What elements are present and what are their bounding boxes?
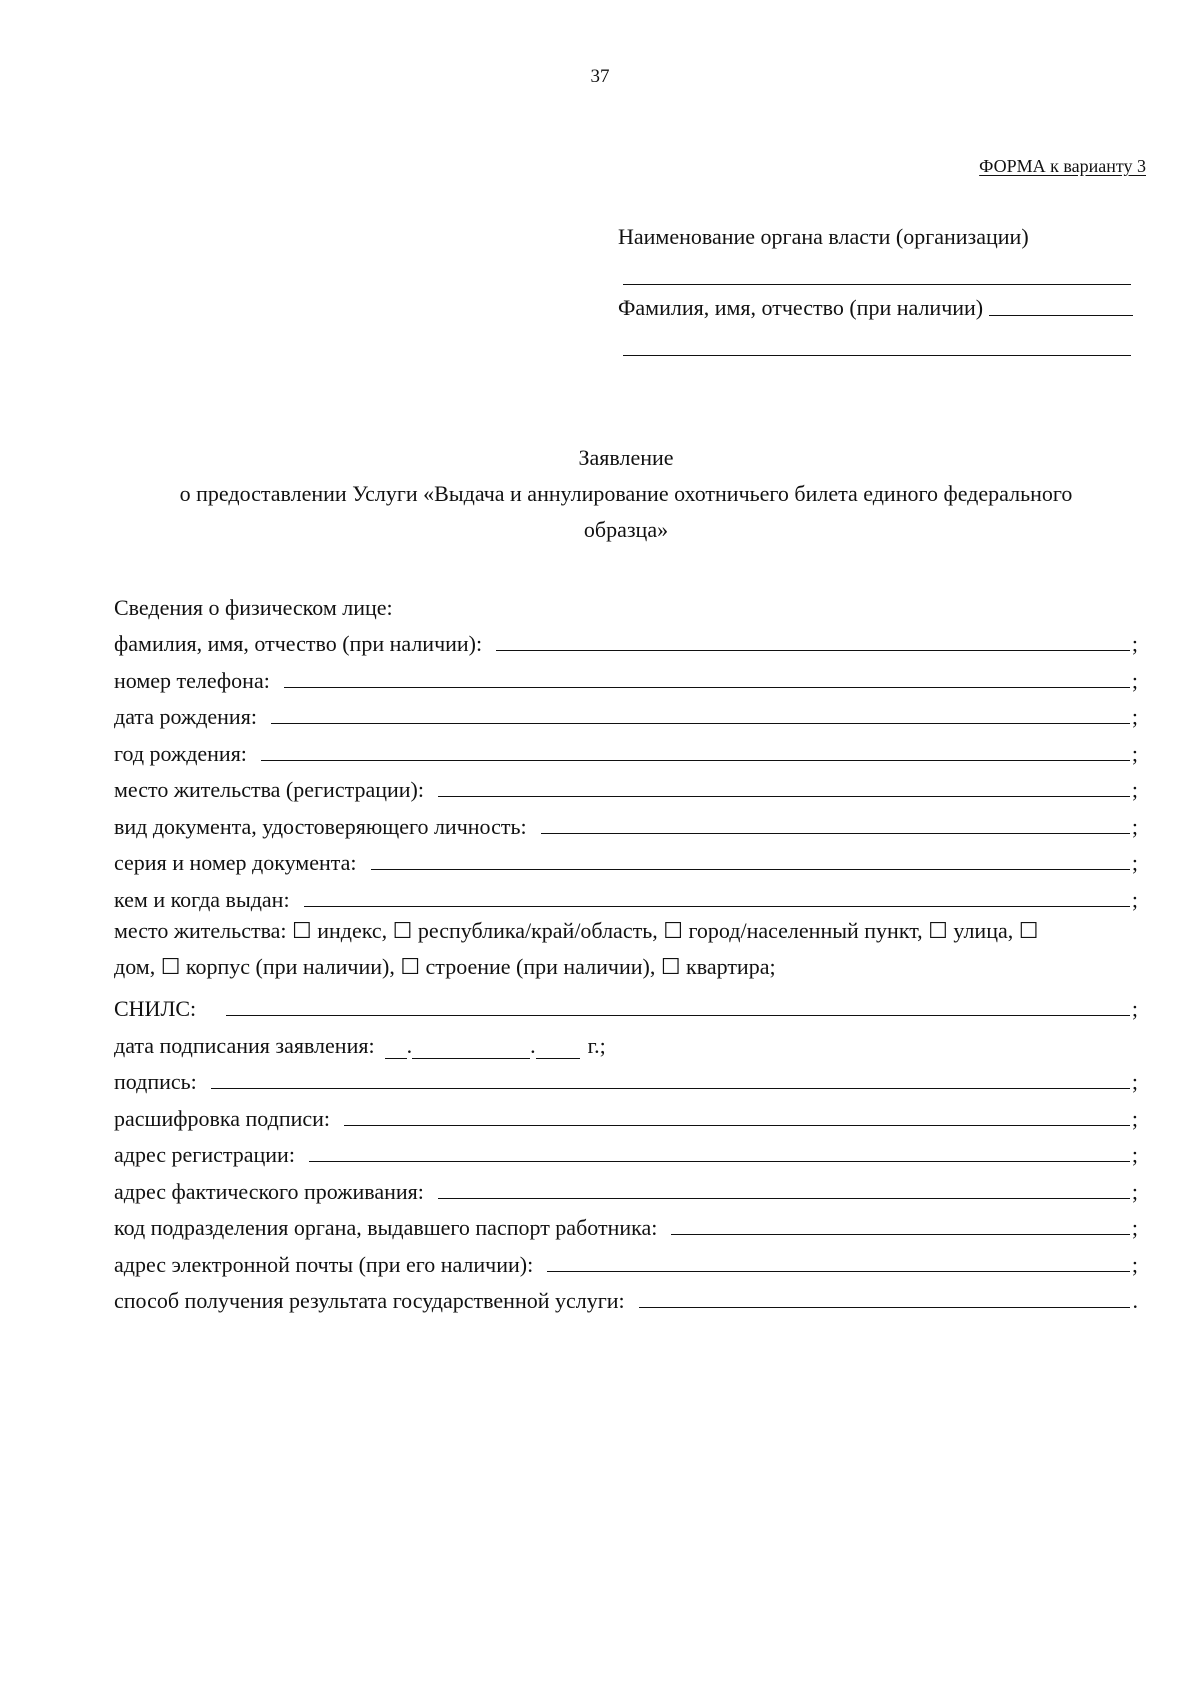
field-row-residence-registration [114, 767, 1138, 804]
field-label: расшифровка подписи: [114, 1105, 331, 1131]
year-suffix: г.; [587, 1032, 606, 1058]
field-row-passport-office-code [114, 1205, 1138, 1242]
field-label: фамилия, имя, отчество (при наличии): [114, 631, 483, 656]
field-label: год рождения: [114, 740, 247, 766]
field-label: код подразделения органа, выдавшего паспорт работника: [114, 1215, 658, 1240]
field-label: адрес электронной почты (при его наличии): [114, 1251, 534, 1277]
field-terminator: . [1132, 1288, 1138, 1313]
document-number-input[interactable] [371, 869, 1130, 870]
field-label: серия и номер документа: [114, 850, 357, 875]
form-variant-label: ФОРМА к варианту 3 [979, 156, 1146, 176]
field-row-registration-address [114, 1132, 1138, 1169]
document-subtitle-line-2: образца» [583, 517, 669, 542]
field-row-email [114, 1241, 1138, 1278]
field-label: кем и когда выдан: [114, 886, 290, 912]
passport-office-code-input[interactable] [671, 1234, 1130, 1235]
field-row-result-delivery-method [114, 1278, 1138, 1315]
fio-input[interactable] [496, 650, 1130, 651]
field-terminator: ; [1131, 996, 1138, 1021]
field-terminator: ; [1131, 1178, 1138, 1204]
field-terminator: ; [1131, 1251, 1138, 1277]
field-terminator: ; [1131, 850, 1138, 875]
field-terminator: ; [1131, 704, 1138, 729]
field-terminator: ; [1131, 631, 1138, 656]
actual-address-input[interactable] [438, 1198, 1130, 1199]
id-document-type-input[interactable] [541, 833, 1130, 834]
field-label: вид документа, удостоверяющего личность: [114, 813, 527, 839]
field-row-snils [114, 986, 1138, 1023]
field-label: способ получения результата государственной услуги: [114, 1288, 625, 1313]
signing-month-input[interactable] [412, 1036, 530, 1059]
applicant-fio-field[interactable] [989, 315, 1133, 316]
date-separator: . [530, 1032, 536, 1058]
signing-year-input[interactable] [536, 1036, 580, 1059]
section-title-row [114, 584, 1138, 621]
date-separator: . [406, 1032, 413, 1058]
field-terminator: ; [1131, 1105, 1138, 1131]
field-label: место жительства (регистрации): [114, 777, 424, 802]
signature-input[interactable] [211, 1088, 1130, 1089]
applicant-fio-row [618, 285, 1133, 321]
snils-input[interactable] [226, 1015, 1130, 1016]
issued-by-input[interactable] [304, 906, 1130, 907]
organ-name-label: Наименование органа власти (организации) [618, 224, 1029, 249]
document-heading [114, 440, 1138, 548]
registration-address-input[interactable] [309, 1161, 1130, 1162]
field-terminator: ; [1131, 777, 1138, 802]
result-delivery-method-input[interactable] [639, 1307, 1130, 1308]
field-row-birth-date [114, 694, 1138, 731]
applicant-fio-label: Фамилия, имя, отчество (при наличии) [618, 295, 984, 320]
residence-checkbox-line-2[interactable]: дом, ☐ корпус (при наличии), ☐ строение (при наличии), ☐ квартира; [114, 954, 776, 979]
residence-registration-input[interactable] [438, 796, 1130, 797]
field-label: дата подписания заявления: [114, 1032, 375, 1058]
field-terminator: ; [1131, 886, 1138, 912]
field-label: дата рождения: [114, 704, 257, 729]
field-label: подпись: [114, 1069, 197, 1094]
section-title: Сведения о физическом лице: [114, 594, 393, 620]
organ-name-field[interactable] [623, 250, 1131, 285]
field-row-actual-address [114, 1168, 1138, 1205]
field-row-signature [114, 1059, 1138, 1096]
residence-checkbox-line-1[interactable]: место жительства: ☐ индекс, ☐ республика/край/область, ☐ город/населенный пункт, ☐ улица, ☐ [114, 917, 1039, 943]
page-number: 37 [590, 66, 610, 87]
field-terminator: ; [1131, 667, 1138, 693]
phone-input[interactable] [284, 687, 1130, 688]
field-label: адрес регистрации: [114, 1142, 295, 1167]
field-row-document-number [114, 840, 1138, 877]
addressee-block [618, 214, 1133, 356]
field-terminator: ; [1131, 1142, 1138, 1167]
field-terminator: ; [1131, 1069, 1138, 1094]
field-row-id-document-type [114, 803, 1138, 840]
email-input[interactable] [547, 1271, 1130, 1272]
field-row-signature-decoding [114, 1095, 1138, 1132]
document-subtitle-line-1: о предоставлении Услуги «Выдача и аннулирование охотничьего билета единого федерального [179, 481, 1073, 506]
field-label: адрес фактического проживания: [114, 1178, 424, 1204]
field-terminator: ; [1131, 1215, 1138, 1240]
field-label: номер телефона: [114, 667, 270, 693]
applicant-fio-field-continued[interactable] [623, 321, 1131, 356]
field-row-birth-year [114, 730, 1138, 767]
birth-year-input[interactable] [261, 760, 1130, 761]
field-terminator: ; [1131, 740, 1138, 766]
field-label: СНИЛС: [114, 996, 197, 1021]
field-row-signing-date [114, 1022, 1138, 1059]
document-title: Заявление [578, 445, 674, 470]
birth-date-input[interactable] [271, 723, 1130, 724]
signature-decoding-input[interactable] [344, 1125, 1130, 1126]
field-row-fio [114, 621, 1138, 658]
field-row-phone [114, 657, 1138, 694]
field-row-issued-by [114, 876, 1138, 913]
applicant-details-form [114, 584, 1138, 1314]
organ-name-row [618, 214, 1133, 250]
signing-day-input[interactable] [385, 1036, 407, 1059]
field-terminator: ; [1131, 813, 1138, 839]
